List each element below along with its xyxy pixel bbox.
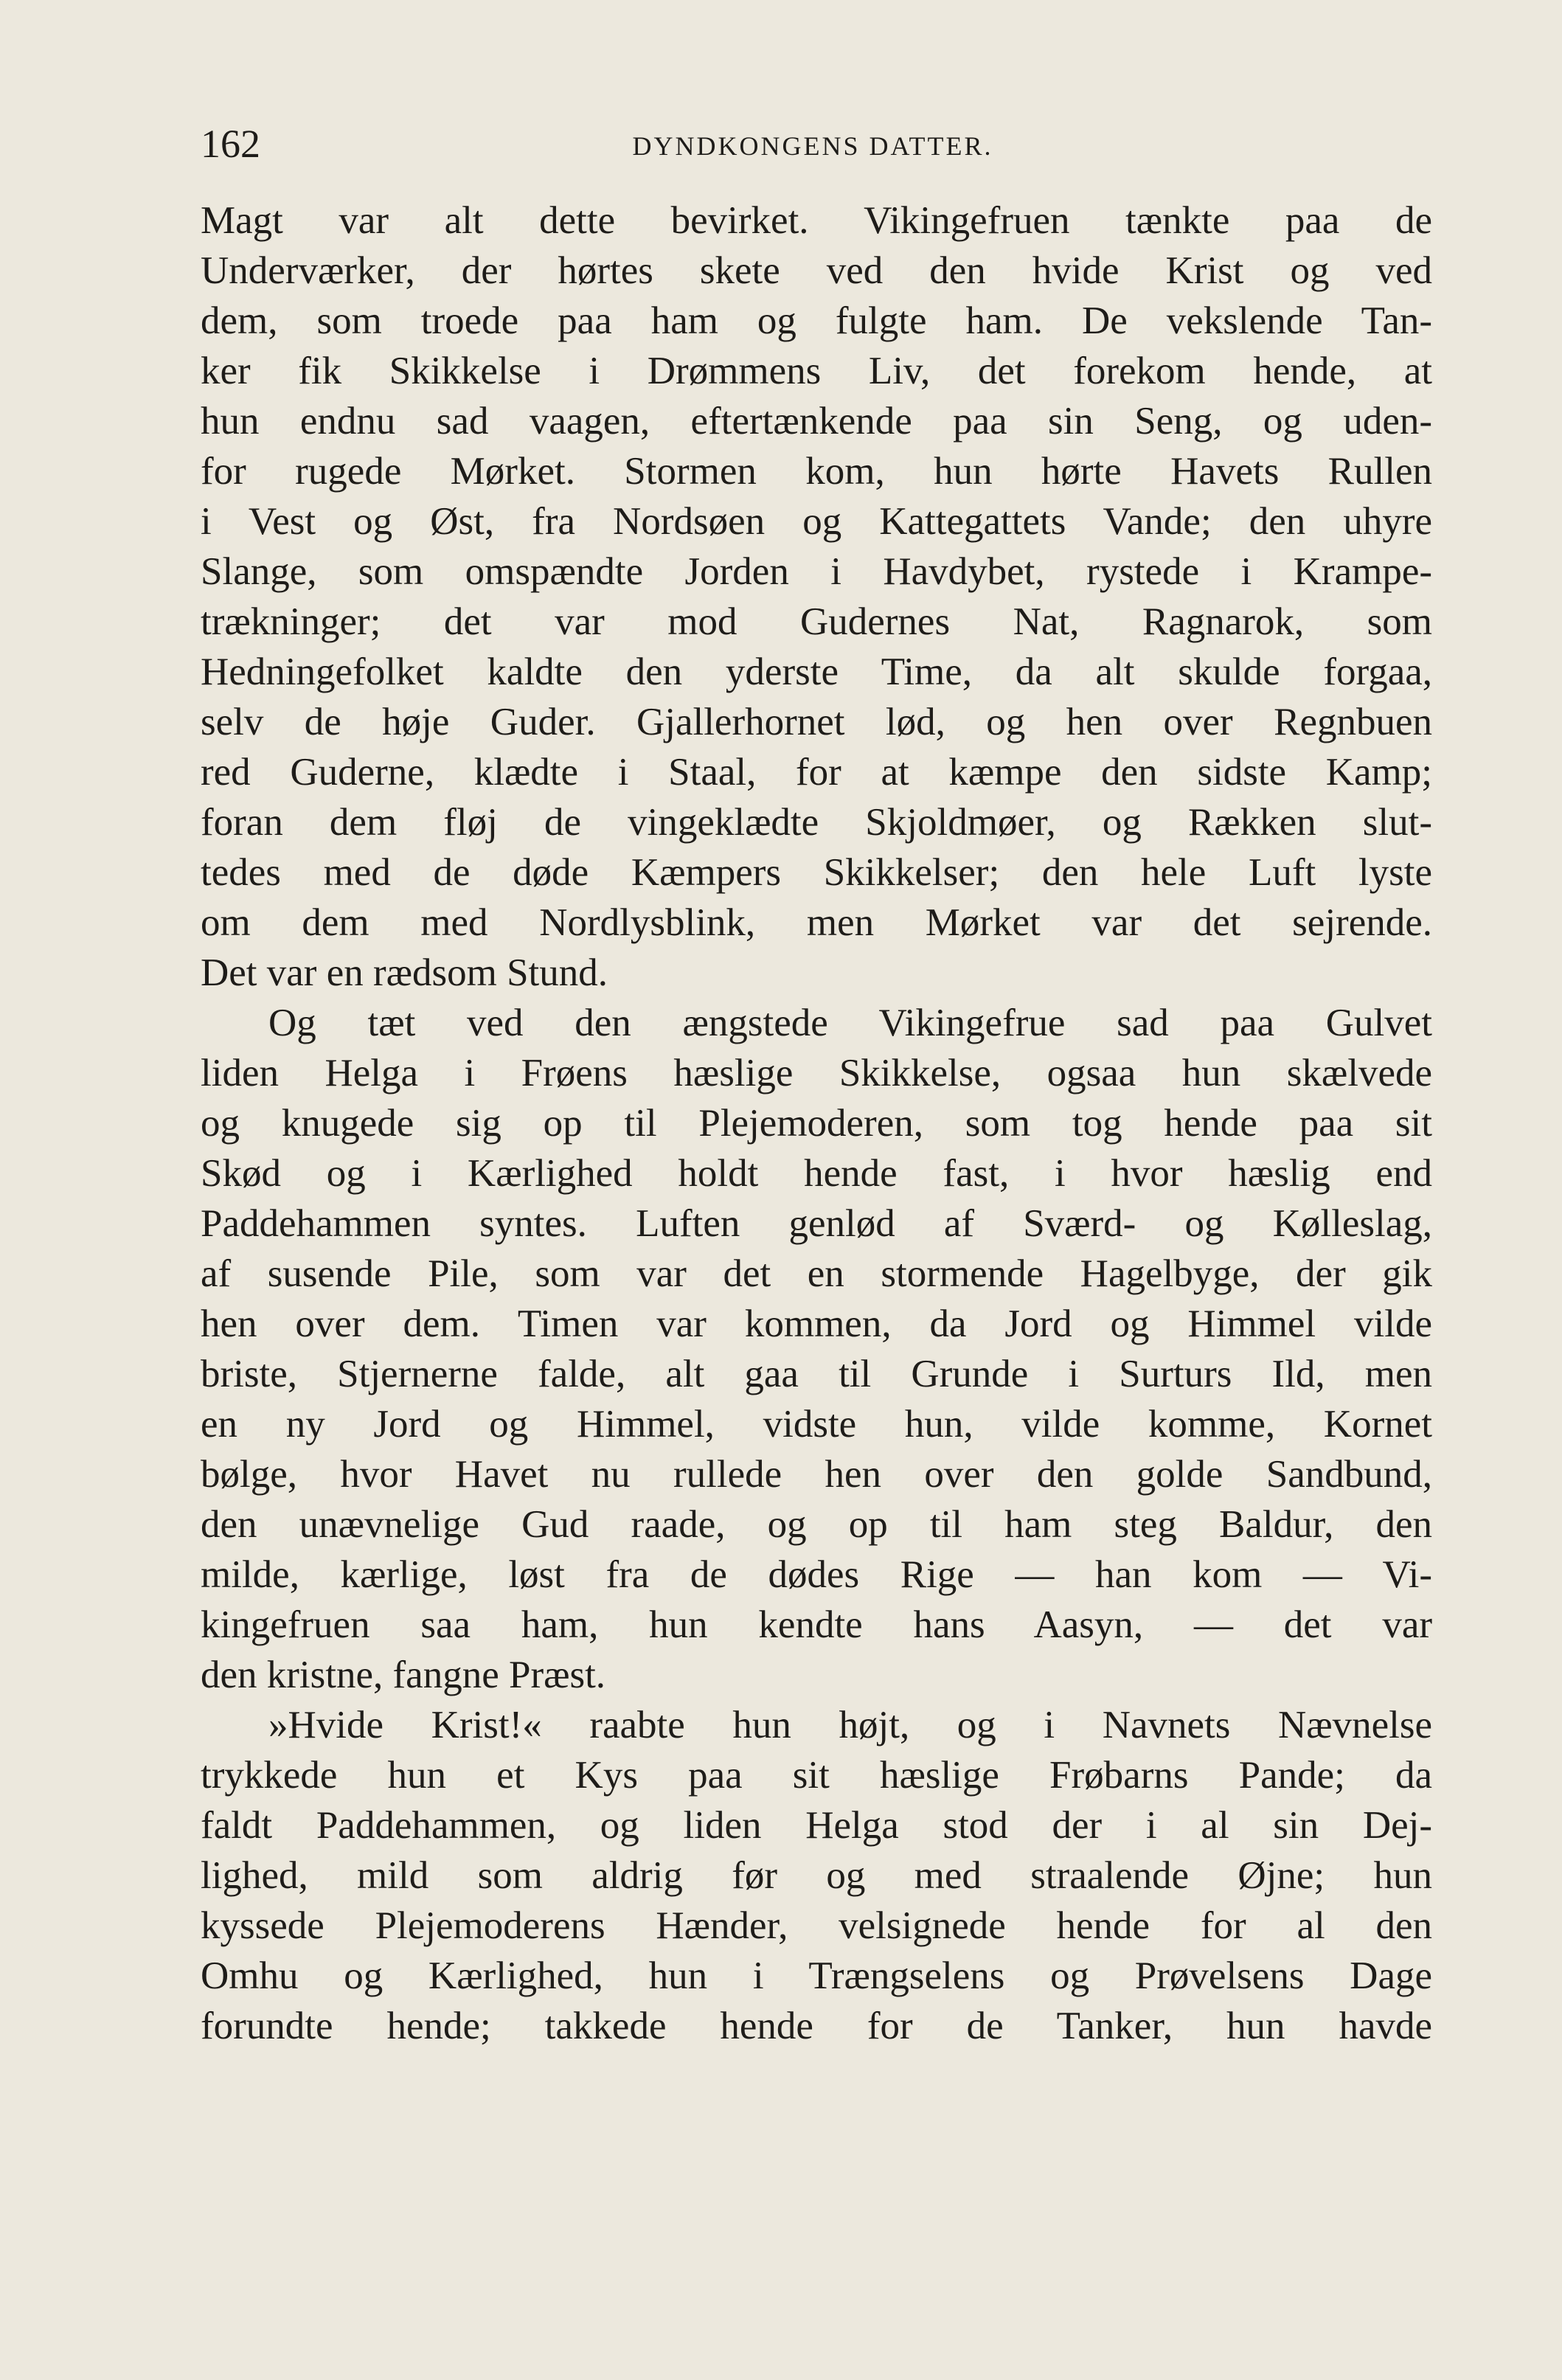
text-line: af susende Pile, som var det en stormende Hagelbyge, der gik — [201, 1252, 1432, 1295]
page-header — [201, 118, 1454, 170]
text-line: kyssede Plejemoderens Hænder, velsignede hende for al den — [201, 1904, 1432, 1947]
text-line: Skød og i Kærlighed holdt hende fast, i hvor hæslig end — [201, 1152, 1432, 1195]
text-line: trykkede hun et Kys paa sit hæslige Frøbarns Pande; da — [201, 1754, 1432, 1797]
text-line: faldt Paddehammen, og liden Helga stod der i al sin Dej- — [201, 1804, 1432, 1847]
text-line: den unævnelige Gud raade, og op til ham steg Baldur, den — [201, 1503, 1432, 1546]
text-line: liden Helga i Frøens hæslige Skikkelse, ogsaa hun skælvede — [201, 1052, 1432, 1094]
text-line: forundte hende; takkede hende for de Tanker, hun havde — [201, 2005, 1432, 2047]
text-line: lighed, mild som aldrig før og med straalende Øjne; hun — [201, 1854, 1432, 1897]
text-line: Paddehammen syntes. Luften genlød af Sværd- og Kølleslag, — [201, 1202, 1432, 1245]
text-line: Underværker, der hørtes skete ved den hvide Krist og ved — [201, 249, 1432, 292]
page-number: 162 — [201, 122, 260, 166]
text-line: trækninger; det var mod Gudernes Nat, Ragnarok, som — [201, 600, 1432, 643]
text-line: hun endnu sad vaagen, eftertænkende paa sin Seng, og uden- — [201, 400, 1432, 443]
text-line: hen over dem. Timen var kommen, da Jord og Himmel vilde — [201, 1302, 1432, 1345]
text-line: selv de høje Guder. Gjallerhornet lød, og hen over Regnbuen — [201, 701, 1432, 743]
text-line: om dem med Nordlysblink, men Mørket var det sejrende. — [201, 901, 1432, 944]
running-title: DYNDKONGENS DATTER. — [632, 131, 993, 161]
text-line: Og tæt ved den ængstede Vikingefrue sad paa Gulvet — [268, 1002, 1432, 1044]
text-line: briste, Stjernerne falde, alt gaa til Grunde i Surturs Ild, men — [201, 1353, 1432, 1395]
text-line: milde, kærlige, løst fra de dødes Rige — han kom — Vi- — [201, 1553, 1432, 1596]
text-line: Magt var alt dette bevirket. Vikingefruen tænkte paa de — [201, 199, 1432, 242]
text-line: tedes med de døde Kæmpers Skikkelser; den hele Luft lyste — [201, 851, 1432, 894]
text-line: Hedningefolket kaldte den yderste Time, da alt skulde forgaa, — [201, 650, 1432, 693]
body-text — [201, 195, 1432, 2051]
text-line: for rugede Mørket. Stormen kom, hun hørte Havets Rullen — [201, 450, 1432, 493]
text-line: kingefruen saa ham, hun kendte hans Aasyn, — det var — [201, 1603, 1432, 1646]
text-line: ker fik Skikkelse i Drømmens Liv, det forekom hende, at — [201, 350, 1432, 392]
text-line: den kristne, fangne Præst. — [201, 1654, 606, 1696]
text-line: Det var en rædsom Stund. — [201, 951, 608, 994]
text-line: red Guderne, klædte i Staal, for at kæmpe den sidste Kamp; — [201, 751, 1432, 794]
text-line: en ny Jord og Himmel, vidste hun, vilde komme, Kornet — [201, 1403, 1432, 1446]
text-line: Slange, som omspændte Jorden i Havdybet, rystede i Krampe- — [201, 550, 1432, 593]
text-line: Omhu og Kærlighed, hun i Trængselens og Prøvelsens Dage — [201, 1954, 1432, 1997]
text-line: foran dem fløj de vingeklædte Skjoldmøer, og Rækken slut- — [201, 801, 1432, 844]
text-line: dem, som troede paa ham og fulgte ham. De vekslende Tan- — [201, 299, 1432, 342]
text-line: i Vest og Øst, fra Nordsøen og Kattegattets Vande; den uhyre — [201, 500, 1432, 543]
text-line: og knugede sig op til Plejemoderen, som tog hende paa sit — [201, 1102, 1432, 1145]
text-line: bølge, hvor Havet nu rullede hen over den golde Sandbund, — [201, 1453, 1432, 1496]
text-line: »Hvide Krist!« raabte hun højt, og i Navnets Nævnelse — [268, 1704, 1432, 1746]
